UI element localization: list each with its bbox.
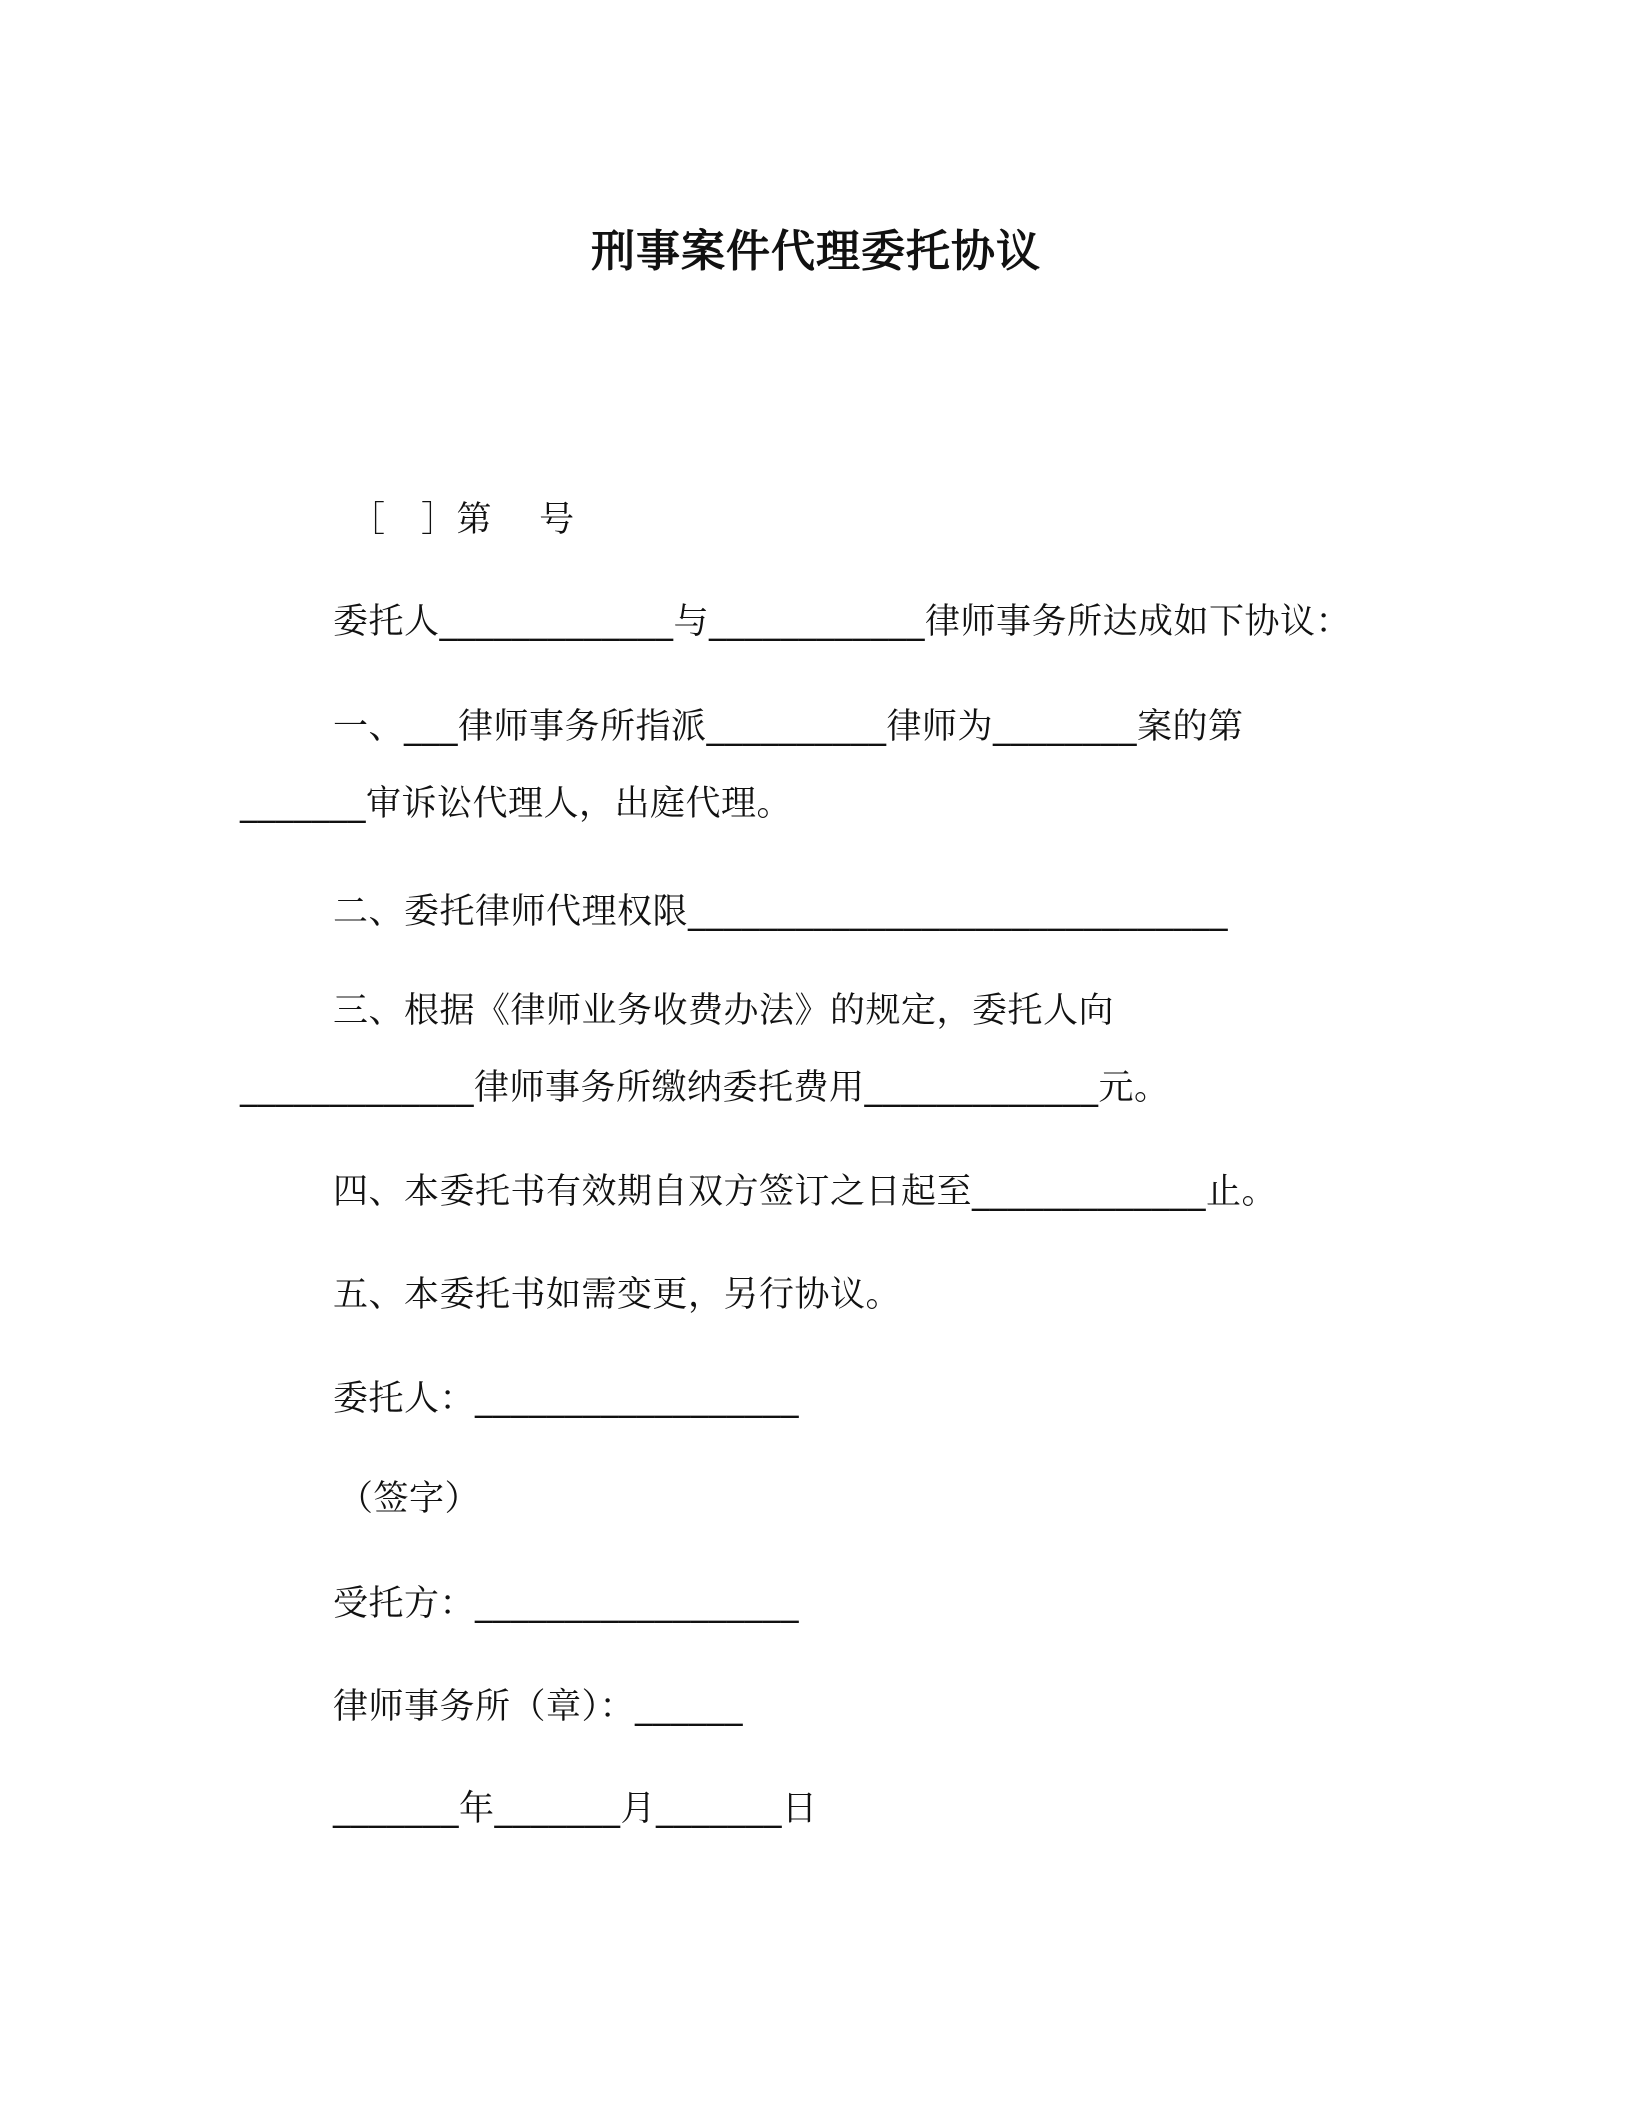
clause-1-line-2: _______审诉讼代理人，出庭代理。 [240,784,793,824]
clause-2: 二、委托律师代理权限______________________________ [333,892,1229,932]
signature-note: （签字） [338,1479,481,1519]
date-line: _______年_______月_______日 [333,1789,818,1829]
client-signature-line: 委托人：__________________ [333,1379,800,1419]
clause-4: 四、本委托书有效期自双方签订之日起至_____________止。 [333,1172,1278,1212]
document-title: 刑事案件代理委托协议 [591,226,1041,277]
intro-paragraph: 委托人_____________与____________律师事务所达成如下协议： [333,602,1352,642]
clause-1-line-1: 一、___律师事务所指派__________律师为________案的第 [333,707,1244,747]
case-number: ［ ］第 号 [350,500,575,540]
firm-seal-line: 律师事务所（章）：______ [333,1687,744,1727]
clause-5: 五、本委托书如需变更，另行协议。 [333,1275,902,1315]
clause-3-line-2: _____________律师事务所缴纳委托费用_____________元。 [240,1068,1170,1108]
clause-3-line-1: 三、根据《律师业务收费办法》的规定，委托人向 [333,991,1115,1031]
agent-signature-line: 受托方：__________________ [333,1584,800,1624]
